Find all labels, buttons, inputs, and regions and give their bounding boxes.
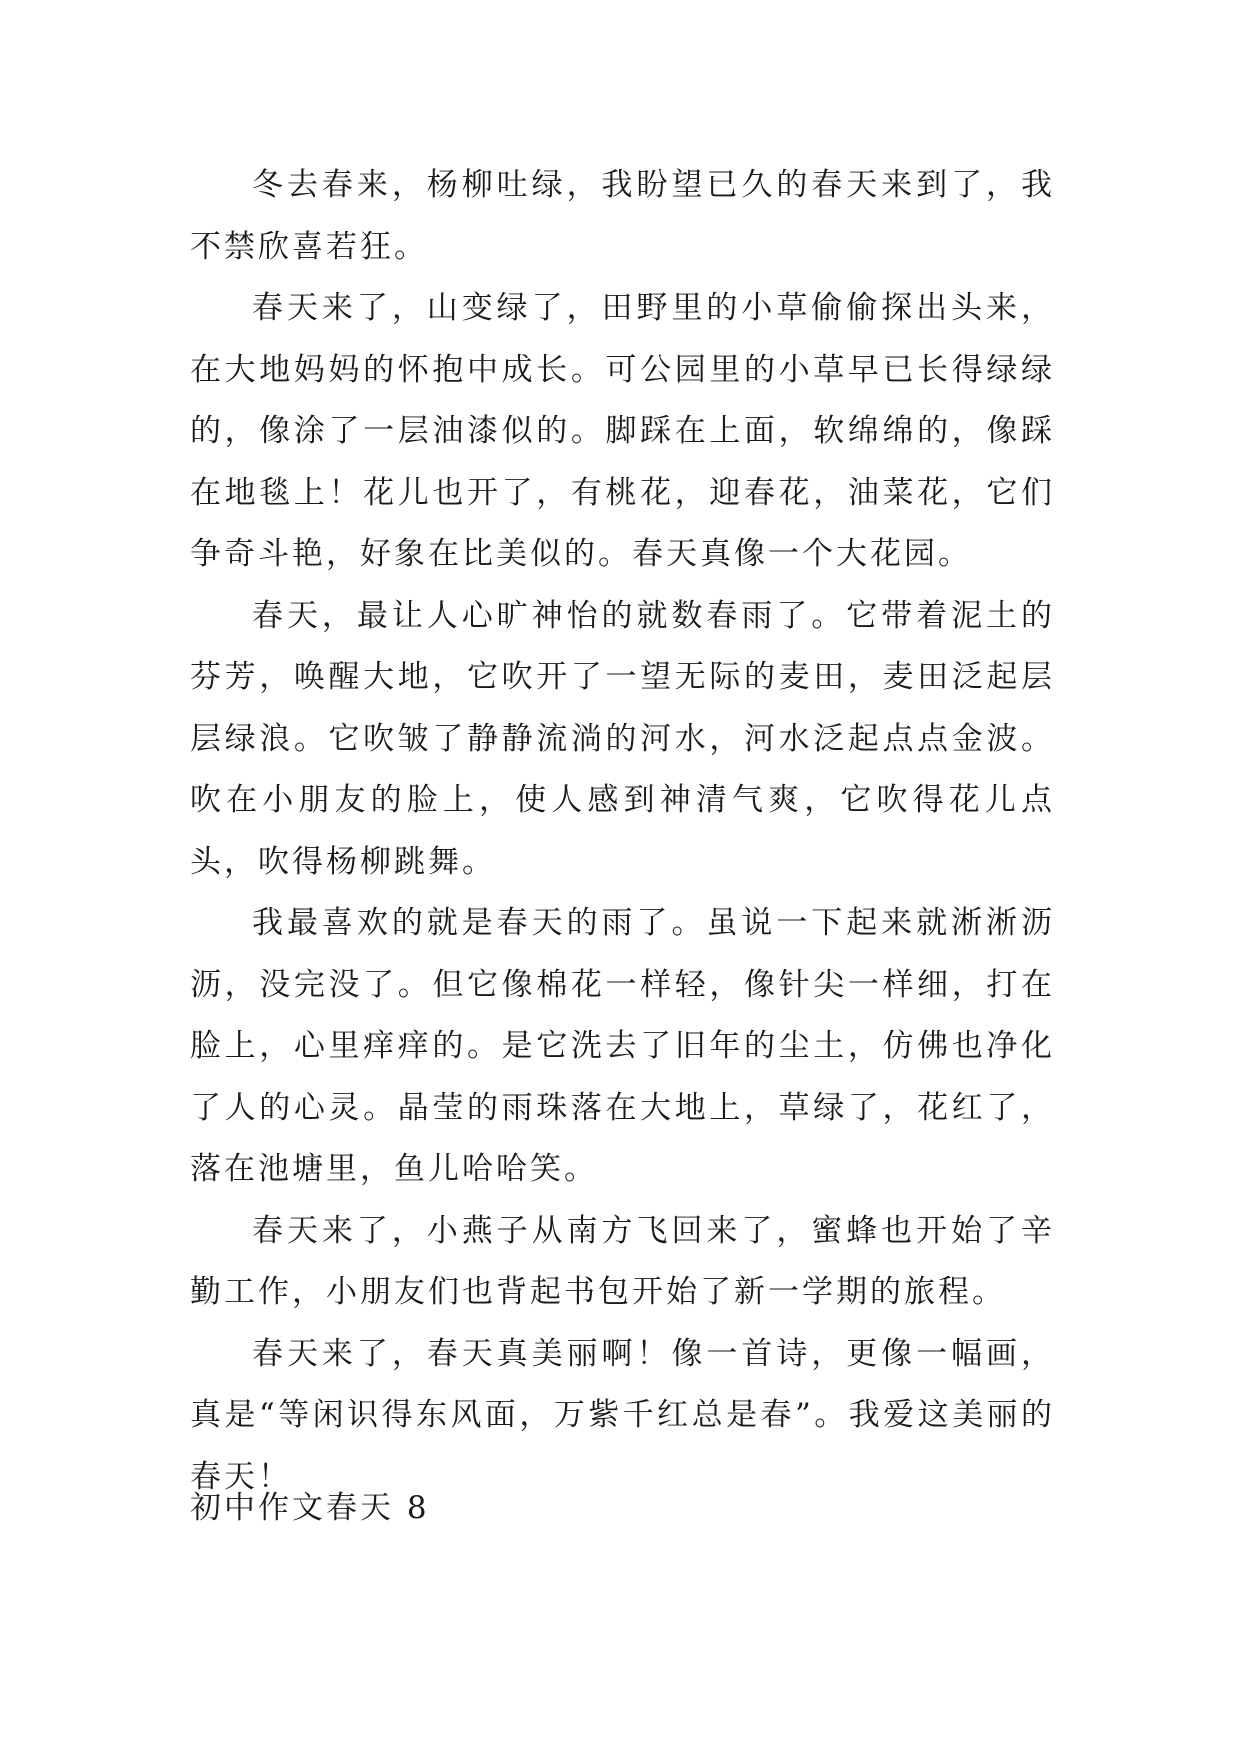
paragraph-1: 冬去春来，杨柳吐绿，我盼望已久的春天来到了，我不禁欣喜若狂。 xyxy=(190,167,1055,265)
paragraph-3: 春天，最让人心旷神怡的就数春雨了。它带着泥土的芬芳，唤醒大地，它吹开了一望无际的麦田，麦田泛起层层绿浪。它吹皱了静静流淌的河水，河水泛起点点金波。吹在小朋友的脸上，使人感到神清气爽，它吹得花儿点头，吹得杨柳跳舞。 xyxy=(190,597,1055,880)
next-essay-title: 初中作文春天 8 xyxy=(190,1490,430,1526)
paragraph-5: 春天来了，小燕子从南方飞回来了，蜜蜂也开始了辛勤工作，小朋友们也背起书包开始了新一学期的旅程。 xyxy=(190,1212,1055,1310)
paragraph-2: 春天来了，山变绿了，田野里的小草偷偷探出头来，在大地妈妈的怀抱中成长。可公园里的小草早已长得绿绿的，像涂了一层油漆似的。脚踩在上面，软绵绵的，像踩在地毯上！花儿也开了，有桃花，迎春花，油菜花，它们争奇斗艳，好象在比美似的。春天真像一个大花园。 xyxy=(190,290,1055,572)
paragraph-4: 我最喜欢的就是春天的雨了。虽说一下起来就淅淅沥沥，没完没了。但它像棉花一样轻，像针尖一样细，打在脸上，心里痒痒的。是它洗去了旧年的尘土，仿佛也净化了人的心灵。晶莹的雨珠落在大地上，草绿了，花红了，落在池塘里，鱼儿哈哈笑。 xyxy=(190,905,1055,1187)
paragraph-6: 春天来了，春天真美丽啊！像一首诗，更像一幅画，真是“等闲识得东风面，万紫千红总是春”。我爱这美丽的春天！ xyxy=(190,1335,1055,1495)
essay-body xyxy=(190,155,1055,1508)
